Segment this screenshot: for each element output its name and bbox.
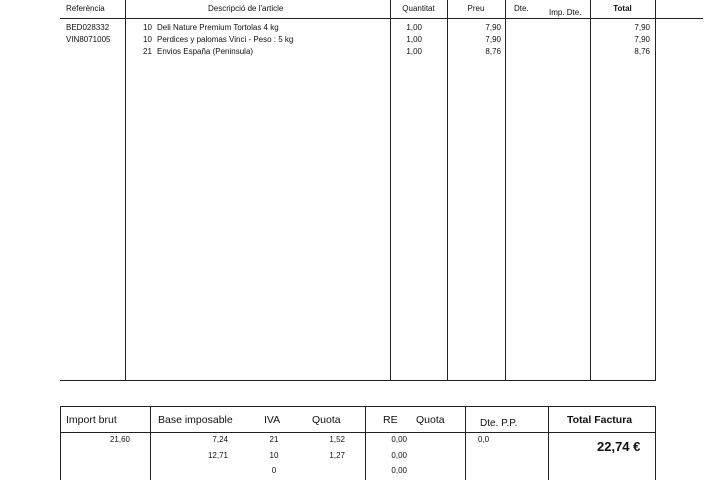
item-total: 7,90 [634,23,650,32]
totals-column-divider [465,406,466,480]
item-description: Perdices y palomas Vinci - Peso : 5 kg [157,35,294,44]
totals-column-divider [365,406,366,480]
header-price: Preu [467,4,485,13]
item-total: 7,90 [634,35,650,44]
item-tax-code: 21 [143,47,152,56]
totals-left-border [60,406,61,480]
header-total: Total [613,4,632,13]
header-quantity: Quantitat [402,4,435,13]
header-invoice-total: Total Factura [567,414,633,426]
item-price: 7,90 [485,23,501,32]
header-reference: Referència [66,4,105,13]
vat-quota-value: 1,52 [329,435,345,444]
item-price: 7,90 [485,35,501,44]
item-description: Envios España (Peninsula) [157,47,254,56]
totals-column-divider [150,406,151,480]
header-vat-quota: Quota [312,414,341,426]
tax-base-value: 12,71 [207,451,228,460]
item-reference: VIN8071005 [66,35,111,44]
vat-rate-value: 0 [271,466,277,475]
gross-amount: 21,60 [109,435,130,444]
vat-quota-value: 1,27 [329,451,345,460]
item-tax-code: 10 [143,23,152,32]
re-quota-value: 0,00 [391,451,407,460]
header-discount-amount: Imp. Dte. [549,8,582,17]
totals-right-border [655,406,656,480]
totals-column-divider [548,406,549,480]
header-divider [60,18,703,19]
item-description: Deli Nature Premium Tortolas 4 kg [157,23,279,32]
item-total: 8,76 [634,47,650,56]
column-divider [390,0,391,381]
re-quota-value: 0,00 [391,435,407,444]
table-bottom-border [60,380,656,381]
re-quota-value: 0,00 [391,466,407,475]
header-description: Descripció de l'article [208,4,284,13]
vat-rate-value: 10 [269,451,279,460]
header-re: RE [383,414,398,426]
invoice-total-amount: 22,74 € [597,439,641,454]
column-divider [590,0,591,381]
header-discount: Dte. [514,4,529,13]
header-tax-base: Base imposable [158,414,233,426]
table-right-border [655,0,656,381]
column-divider [125,0,126,381]
column-divider [505,0,506,381]
item-quantity: 1,00 [406,23,422,32]
header-vat: IVA [264,414,281,426]
header-gross: Import brut [66,414,117,426]
vat-rate-value: 21 [269,435,279,444]
item-price: 8,76 [485,47,501,56]
header-early-payment-discount: Dte. P.P. [480,418,518,429]
item-quantity: 1,00 [406,35,422,44]
item-tax-code: 10 [143,35,152,44]
early-payment-discount-value: 0,0 [478,435,490,444]
tax-base-value: 7,24 [212,435,228,444]
header-re-quota: Quota [416,414,445,426]
item-quantity: 1,00 [406,47,422,56]
item-reference: BED028332 [66,23,110,32]
column-divider [447,0,448,381]
